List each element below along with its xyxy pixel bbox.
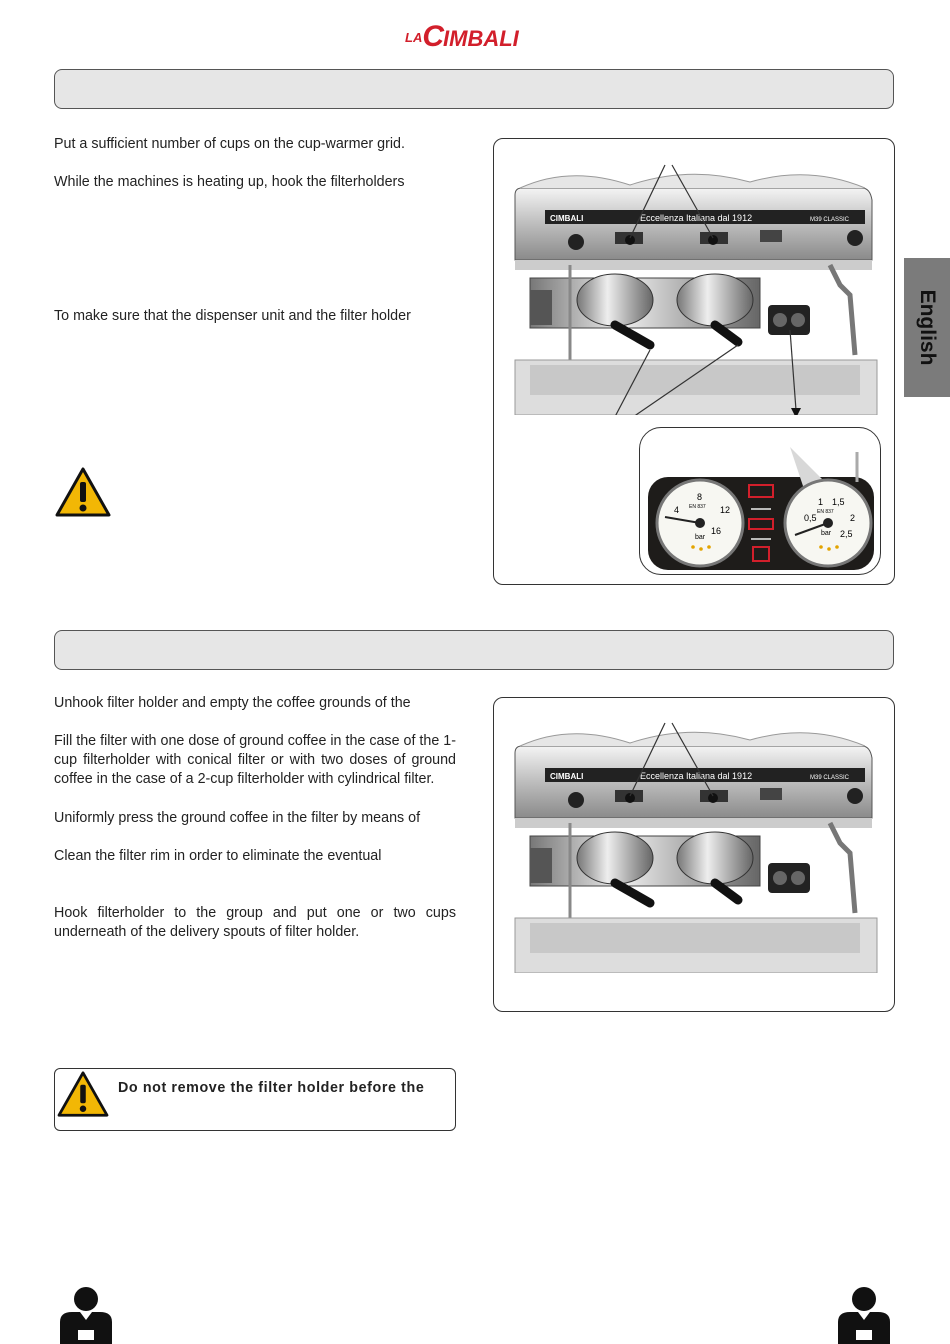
gauge-right-label: EN 837	[817, 509, 834, 515]
brand-logo: $^{LA}$CIMBALI	[405, 20, 519, 53]
paragraph: To make sure that the dispenser unit and the filter holder	[54, 308, 411, 324]
section2-text	[54, 694, 456, 713]
gauge-left-label: 4	[674, 505, 680, 515]
section2-text	[54, 809, 456, 828]
warning-box	[54, 1068, 456, 1131]
section2-text	[54, 904, 456, 942]
barista-icon	[54, 1286, 118, 1344]
paragraph: Unhook filter holder and empty the coffee grounds of the	[54, 695, 411, 711]
warning-text: Do not remove the filter holder before the	[118, 1080, 425, 1096]
gauge-right-label: 0,5	[804, 513, 817, 523]
gauge-right-label: 1	[818, 497, 824, 507]
gauge-left-label: 8	[697, 492, 703, 502]
machine-slogan-text: Eccellenza Italiana dal 1912	[640, 771, 753, 781]
gauge-right-label: 2	[850, 513, 856, 523]
machine-slogan-text: Eccellenza Italiana dal 1912	[640, 213, 753, 223]
warning-icon	[56, 1070, 110, 1118]
machine-brand-text: CIMBALI	[550, 772, 584, 781]
paragraph: While the machines is heating up, hook the filterholders	[54, 174, 405, 190]
section1-text	[54, 307, 456, 326]
machine-brand-text: CIMBALI	[550, 214, 584, 223]
section2-text	[54, 847, 456, 866]
section2-text	[54, 732, 456, 790]
gauge-left-label: 12	[720, 505, 731, 515]
section1-text	[54, 135, 456, 154]
section1-title-bar	[54, 69, 894, 109]
section2-title-bar	[54, 630, 894, 670]
machine-model-text: M39 CLASSIC	[810, 775, 850, 781]
gauge-left-label: 16	[711, 526, 722, 536]
section1-text	[54, 173, 456, 192]
barista-icon	[832, 1286, 896, 1344]
paragraph: Uniformly press the ground coffee in the filter by means of	[54, 810, 421, 826]
language-tab	[904, 258, 950, 397]
gauge-left-label: EN 837	[689, 504, 706, 510]
espresso-machine-illustration	[510, 160, 882, 415]
warning-icon	[54, 466, 112, 518]
language-tab-label: English	[916, 289, 939, 366]
pressure-gauges-illustration	[645, 447, 877, 572]
paragraph: Fill the filter with one dose of ground coffee in the case of the 1-cup filterholder with conical filter or with two doses of ground coffee in the case of a 2-cup filterholder with cylindrical filter.	[54, 733, 456, 788]
gauge-right-label: 2,5	[840, 529, 853, 539]
paragraph: Hook filterholder to the group and put one or two cups underneath of the delivery spouts of filter holder.	[54, 905, 456, 941]
paragraph: Clean the filter rim in order to eliminate the eventual	[54, 848, 382, 864]
gauge-right-label: 1,5	[832, 497, 845, 507]
espresso-machine-illustration	[510, 718, 882, 973]
machine-model-text: M39 CLASSIC	[810, 217, 850, 223]
gauge-left-label: bar	[695, 534, 706, 541]
gauge-right-label: bar	[821, 530, 832, 537]
paragraph: Put a sufficient number of cups on the cup-warmer grid.	[54, 136, 405, 152]
